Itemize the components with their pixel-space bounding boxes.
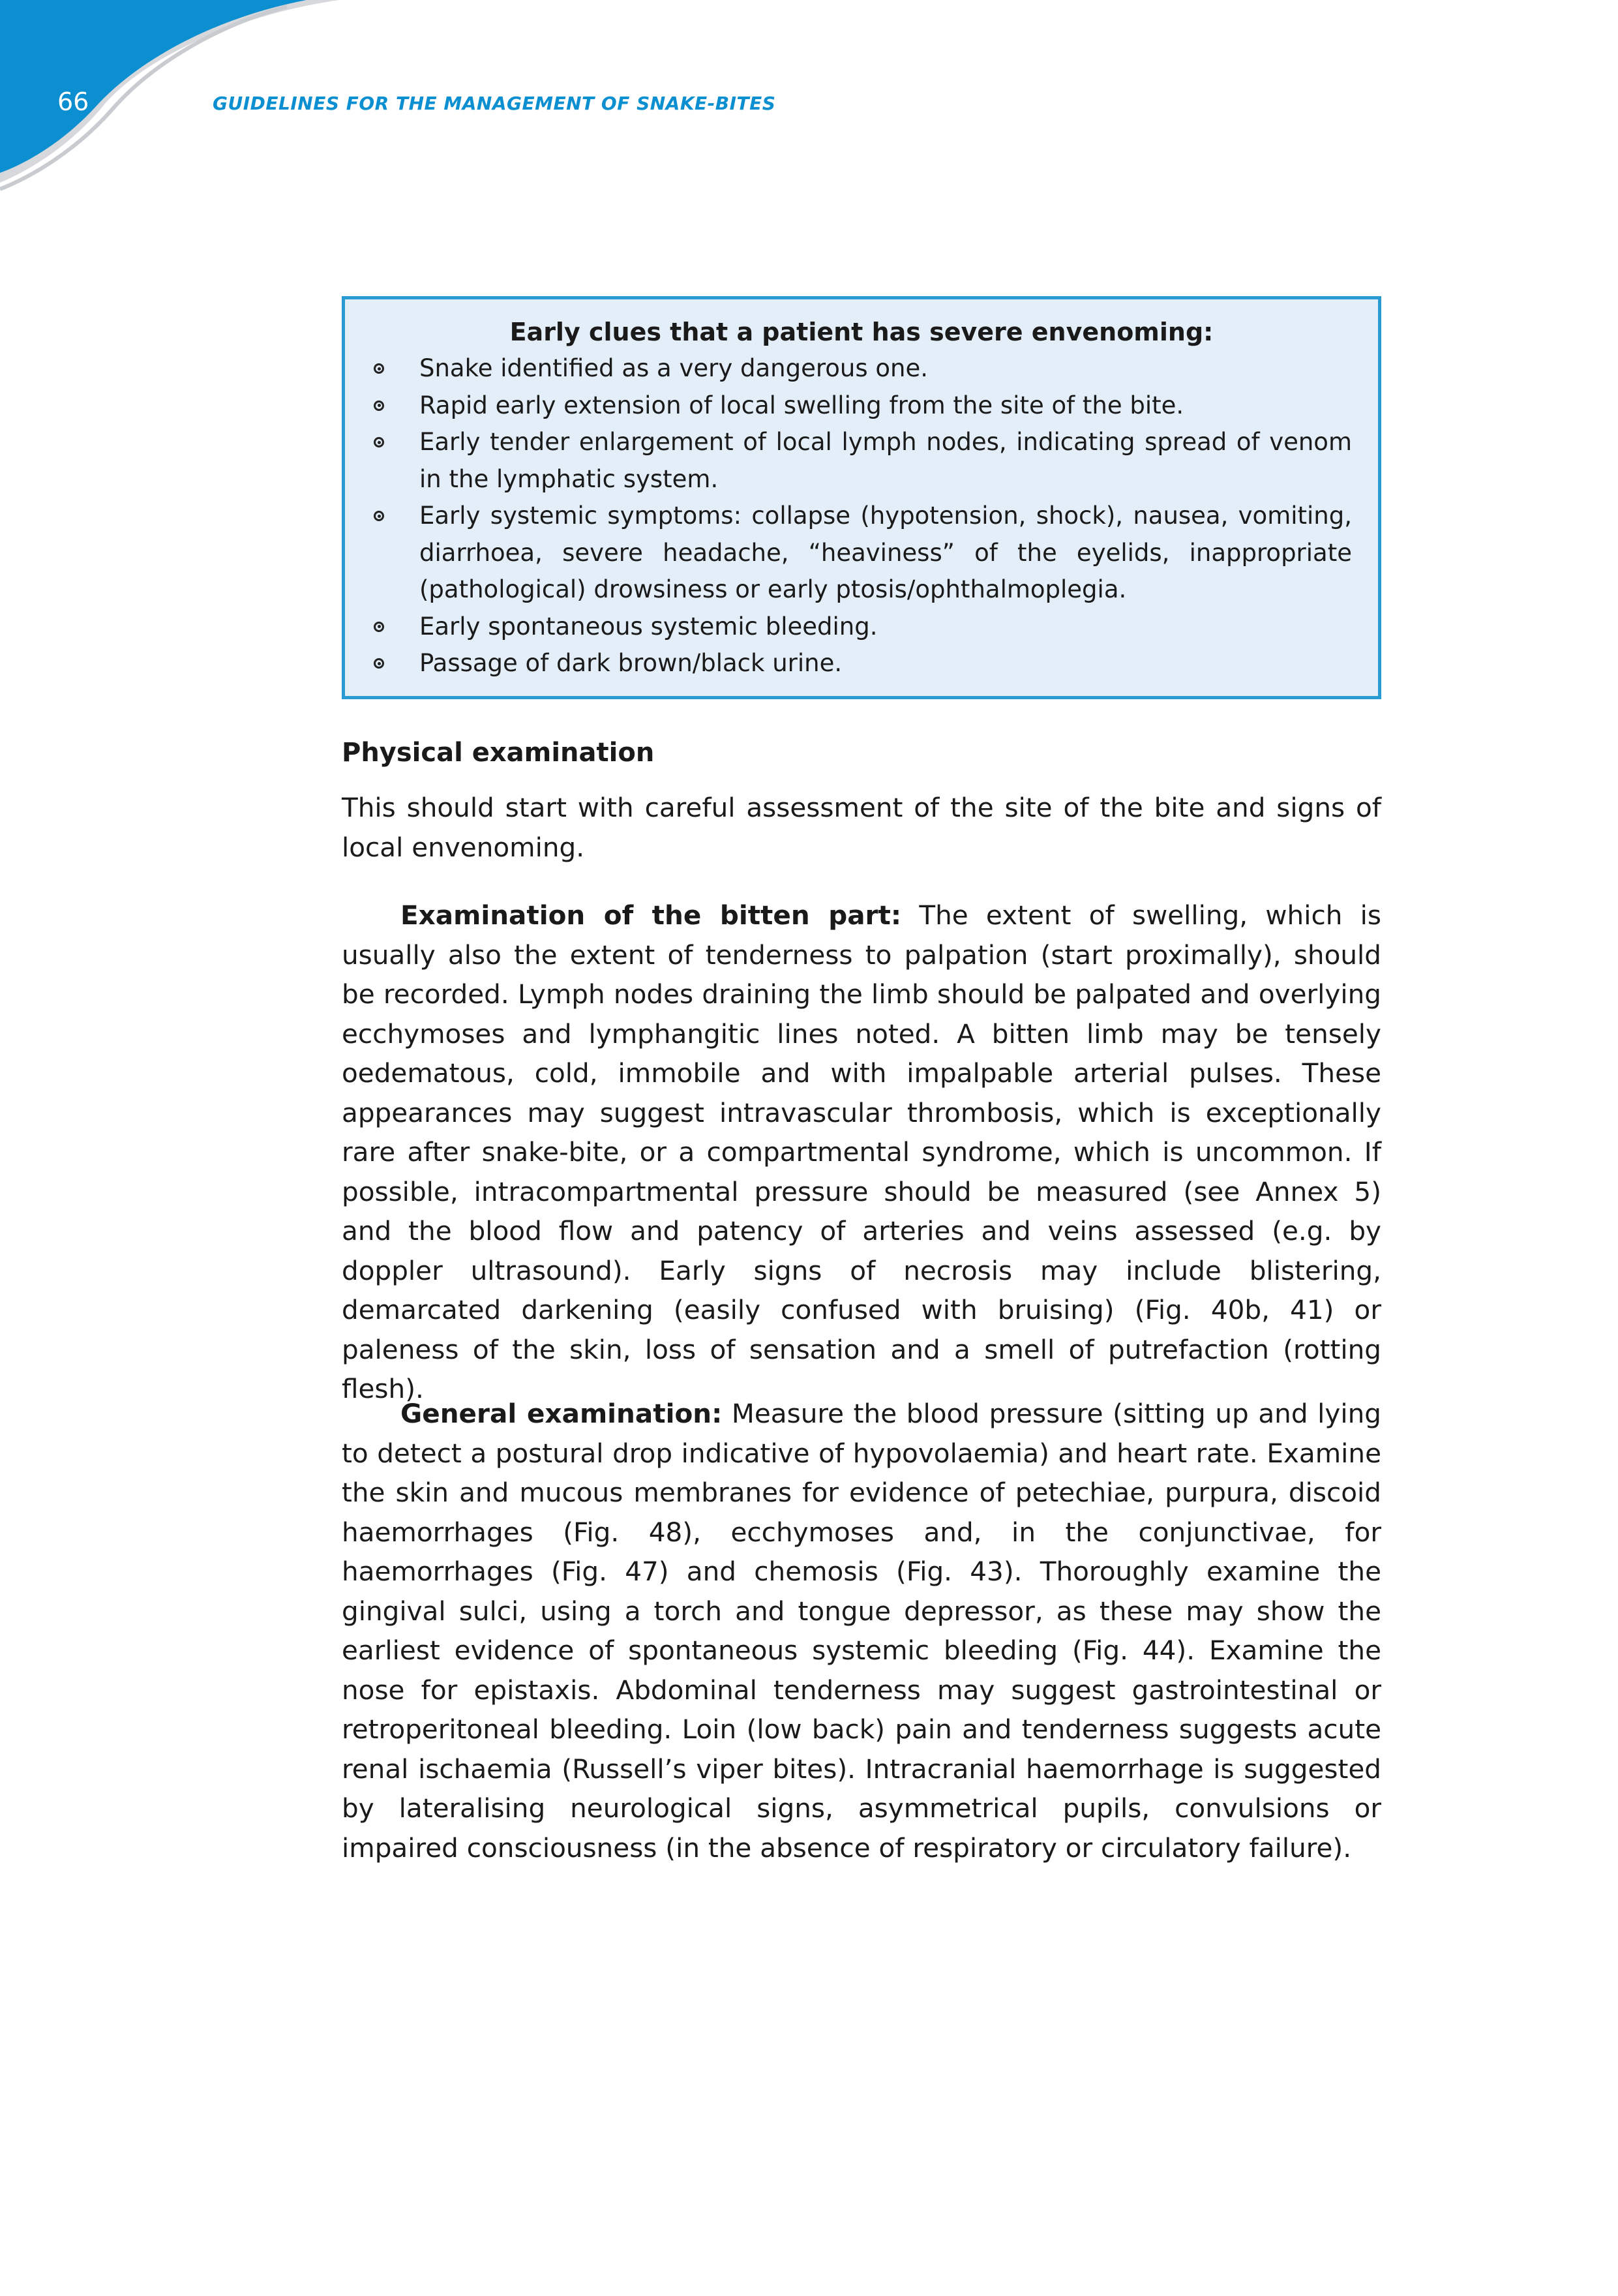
clue-text: Passage of dark brown/black urine. bbox=[419, 649, 843, 677]
general-examination-run-in-heading: General examination: bbox=[400, 1398, 723, 1429]
general-examination-text: Measure the blood pressure (sitting up and lying to detect a postural drop indicative of hypovolaemia) and heart rate. Examine the skin and mucous membranes for evidence of petechiae, purpura, discoid haemorrhages (Fig. 48), ecchymoses and, in the conjunctivae, for haemorrhages (Fig. 47) and chemosis (Fig. 43). Thoroughly examine the gingival sulci, using a torch and tongue depressor, as these may show the earliest evidence of spontaneous systemic bleeding (Fig. 44). Examine the nose for epistaxis. Abdominal tenderness may suggest gastrointestinal or retroperitoneal bleeding. Loin (low back) pain and tenderness suggests acute renal ischaemia (Russell’s viper bites). Intracranial haemorrhage is suggested by lateralising neurological signs, asymmetrical pupils, convulsions or impaired consciousness (in the absence of respiratory or circulatory failure). bbox=[342, 1398, 1381, 1864]
circle-bullet-icon bbox=[374, 658, 384, 669]
clues-list bbox=[345, 350, 1378, 682]
clue-item bbox=[345, 609, 1378, 646]
clue-item bbox=[345, 498, 1378, 609]
circle-bullet-icon bbox=[374, 363, 384, 374]
general-examination-paragraph bbox=[342, 1394, 1381, 1867]
clues-box-title: Early clues that a patient has severe envenoming: bbox=[509, 318, 1214, 346]
bitten-part-text: The extent of swelling, which is usually also the extent of tenderness to palpation (start proximally), should be recorded. Lymph nodes draining the limb should be palpated and overlying ecchymoses and lymphangitic lines noted. A bitten limb may be tensely oedematous, cold, immobile and with impalpable arterial pulses. These appearances may suggest intravascular thrombosis, which is exceptionally rare after snake-bite, or a compartmental syndrome, which is uncommon. If possible, intracompartmental pressure should be measured (see Annex 5) and the blood flow and patency of arteries and veins assessed (e.g. by doppler ultrasound). Early signs of necrosis may include blistering, demarcated darkening (easily confused with bruising) (Fig. 40b, 41) or paleness of the skin, loss of sensation and a smell of putrefaction (rotting flesh). bbox=[342, 899, 1381, 1404]
clue-text: Early systemic symptoms: collapse (hypotension, shock), nausea, vomiting, diarrhoea, severe headache, “heaviness” of the eyelids, inappropriate (pathological) drowsiness or early ptosis/ophthalmoplegia. bbox=[419, 502, 1352, 603]
running-header-title: GUIDELINES FOR THE MANAGEMENT OF SNAKE-BITES bbox=[213, 93, 776, 114]
intro-paragraph: This should start with careful assessment of the site of the bite and signs of local envenoming. bbox=[342, 792, 1381, 863]
page-number: 66 bbox=[57, 87, 89, 116]
circle-bullet-icon bbox=[374, 437, 384, 447]
clue-text: Early tender enlargement of local lymph nodes, indicating spread of venom in the lymphatic system. bbox=[419, 428, 1352, 493]
clue-item bbox=[345, 350, 1378, 387]
clue-item bbox=[345, 645, 1378, 682]
bitten-part-paragraph bbox=[342, 896, 1381, 1409]
clue-text: Rapid early extension of local swelling from the site of the bite. bbox=[419, 391, 1184, 419]
section-heading: Physical examination bbox=[342, 738, 655, 768]
clue-item bbox=[345, 424, 1378, 498]
severe-envenoming-clues-box bbox=[342, 296, 1381, 699]
clue-item bbox=[345, 387, 1378, 425]
circle-bullet-icon bbox=[374, 511, 384, 521]
circle-bullet-icon bbox=[374, 400, 384, 411]
bitten-part-run-in-heading: Examination of the bitten part: bbox=[400, 899, 902, 931]
clue-text: Early spontaneous systemic bleeding. bbox=[419, 612, 878, 641]
circle-bullet-icon bbox=[374, 622, 384, 632]
clue-text: Snake identified as a very dangerous one. bbox=[419, 354, 928, 382]
